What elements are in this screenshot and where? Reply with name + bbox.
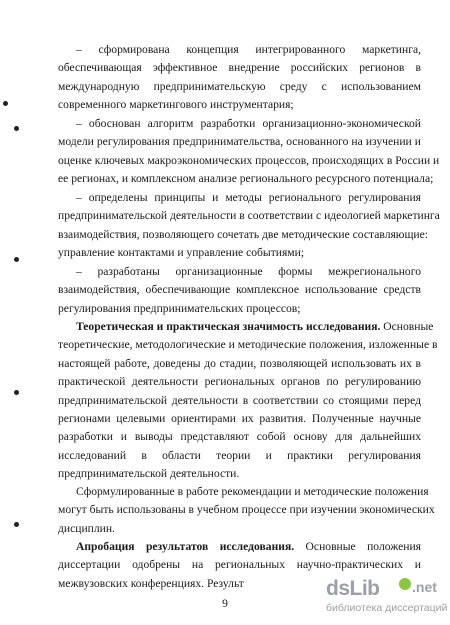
- watermark-brand: dsLib: [326, 577, 380, 600]
- margin-punch-dot: [14, 257, 19, 262]
- significance-paragraph: [58, 318, 438, 484]
- text-line: межвузовских конференциях. Результ: [58, 576, 244, 590]
- page-number: 9: [222, 597, 228, 610]
- text-line: настоящей работе, доведены до стадии, позволяющей использовать их в: [58, 356, 421, 370]
- text-line: – обоснован алгоритм разработки организационно-экономической: [76, 117, 421, 130]
- text-line: предпринимательской деятельности.: [58, 467, 240, 481]
- bubble-icon: [399, 578, 411, 590]
- text-line: могут быть использованы в учебном процессе при изучении экономических: [58, 503, 435, 517]
- text-line: современного маркетингового инструментария;: [58, 98, 294, 112]
- section-heading: Апробация результатов исследования.: [76, 540, 295, 553]
- text-fragment: Основные положения: [294, 540, 421, 553]
- margin-punch-dot: [14, 522, 19, 527]
- text-line: предпринимательской деятельности в соответствии со стоящими перед: [58, 393, 421, 407]
- text-line: разработки и выводы представляют собой основу для дальнейших: [58, 430, 421, 444]
- text-line: практической деятельности региональных органов по регулированию: [58, 375, 421, 389]
- text-line: исследований в области теории и практики регулирования: [58, 448, 421, 462]
- watermark-brand-suffix: .net: [412, 579, 437, 595]
- text-line: управление контактами и управление событиями;: [58, 246, 305, 260]
- bullet-paragraph: [58, 115, 440, 189]
- text-line: [58, 538, 421, 556]
- section-heading: Теоретическая и практическая значимость исследования.: [76, 320, 381, 333]
- text-line: Сформулированные в работе рекомендации и методические положения: [76, 485, 429, 498]
- watermark-caption: библиотека диссертаций: [326, 602, 448, 614]
- text-line: взаимодействия, позволяющего сочетать две методические составляющие:: [58, 227, 428, 241]
- text-line: теоретические, методологические и методические положения, изложенные в: [58, 338, 438, 352]
- text-line: – разработаны организационные формы межрегионального: [76, 265, 421, 278]
- text-fragment: Основные: [380, 320, 434, 333]
- text-line: международную предпринимательскую среду с использованием: [58, 79, 421, 93]
- text-line: – определены принципы и методы регионального регулирования: [76, 191, 421, 204]
- text-line: оценке ключевых макроэкономических процессов, происходящих в России и: [58, 153, 440, 167]
- recommendations-paragraph: [58, 483, 435, 538]
- bullet-paragraph: [58, 189, 440, 263]
- text-line: – сформирована концепция интегрированного маркетинга,: [76, 43, 421, 56]
- text-line: [58, 318, 434, 336]
- text-line: регулирования предпринимательских процессов;: [58, 301, 301, 315]
- text-line: регионами целевыми ориентирами их развития. Полученные научные: [58, 411, 421, 425]
- dslib-watermark[interactable]: [326, 577, 448, 619]
- margin-punch-dot: [14, 390, 19, 395]
- margin-punch-dot: [3, 101, 8, 106]
- text-line: ее регионах, и комплексном анализе регионального ресурсного потенциала;: [58, 172, 434, 186]
- dslib-logo: [326, 577, 442, 603]
- margin-punch-dot: [14, 126, 19, 131]
- bullet-paragraph: [58, 263, 421, 318]
- text-line: дисциплин.: [58, 521, 115, 535]
- bullet-paragraph: [58, 41, 421, 115]
- text-line: модели регулирования предпринимательства, основанного на изучении и: [58, 135, 421, 149]
- text-line: взаимодействия, обеспечивающие комплексное использование средств: [58, 283, 421, 297]
- text-line: диссертации одобрены на региональных научно-практических и: [58, 558, 421, 572]
- text-line: предпринимательской деятельности в соответствии с идеологией маркетинга: [58, 209, 440, 223]
- text-line: обеспечивающая эффективное внедрение российских регионов в: [58, 61, 421, 75]
